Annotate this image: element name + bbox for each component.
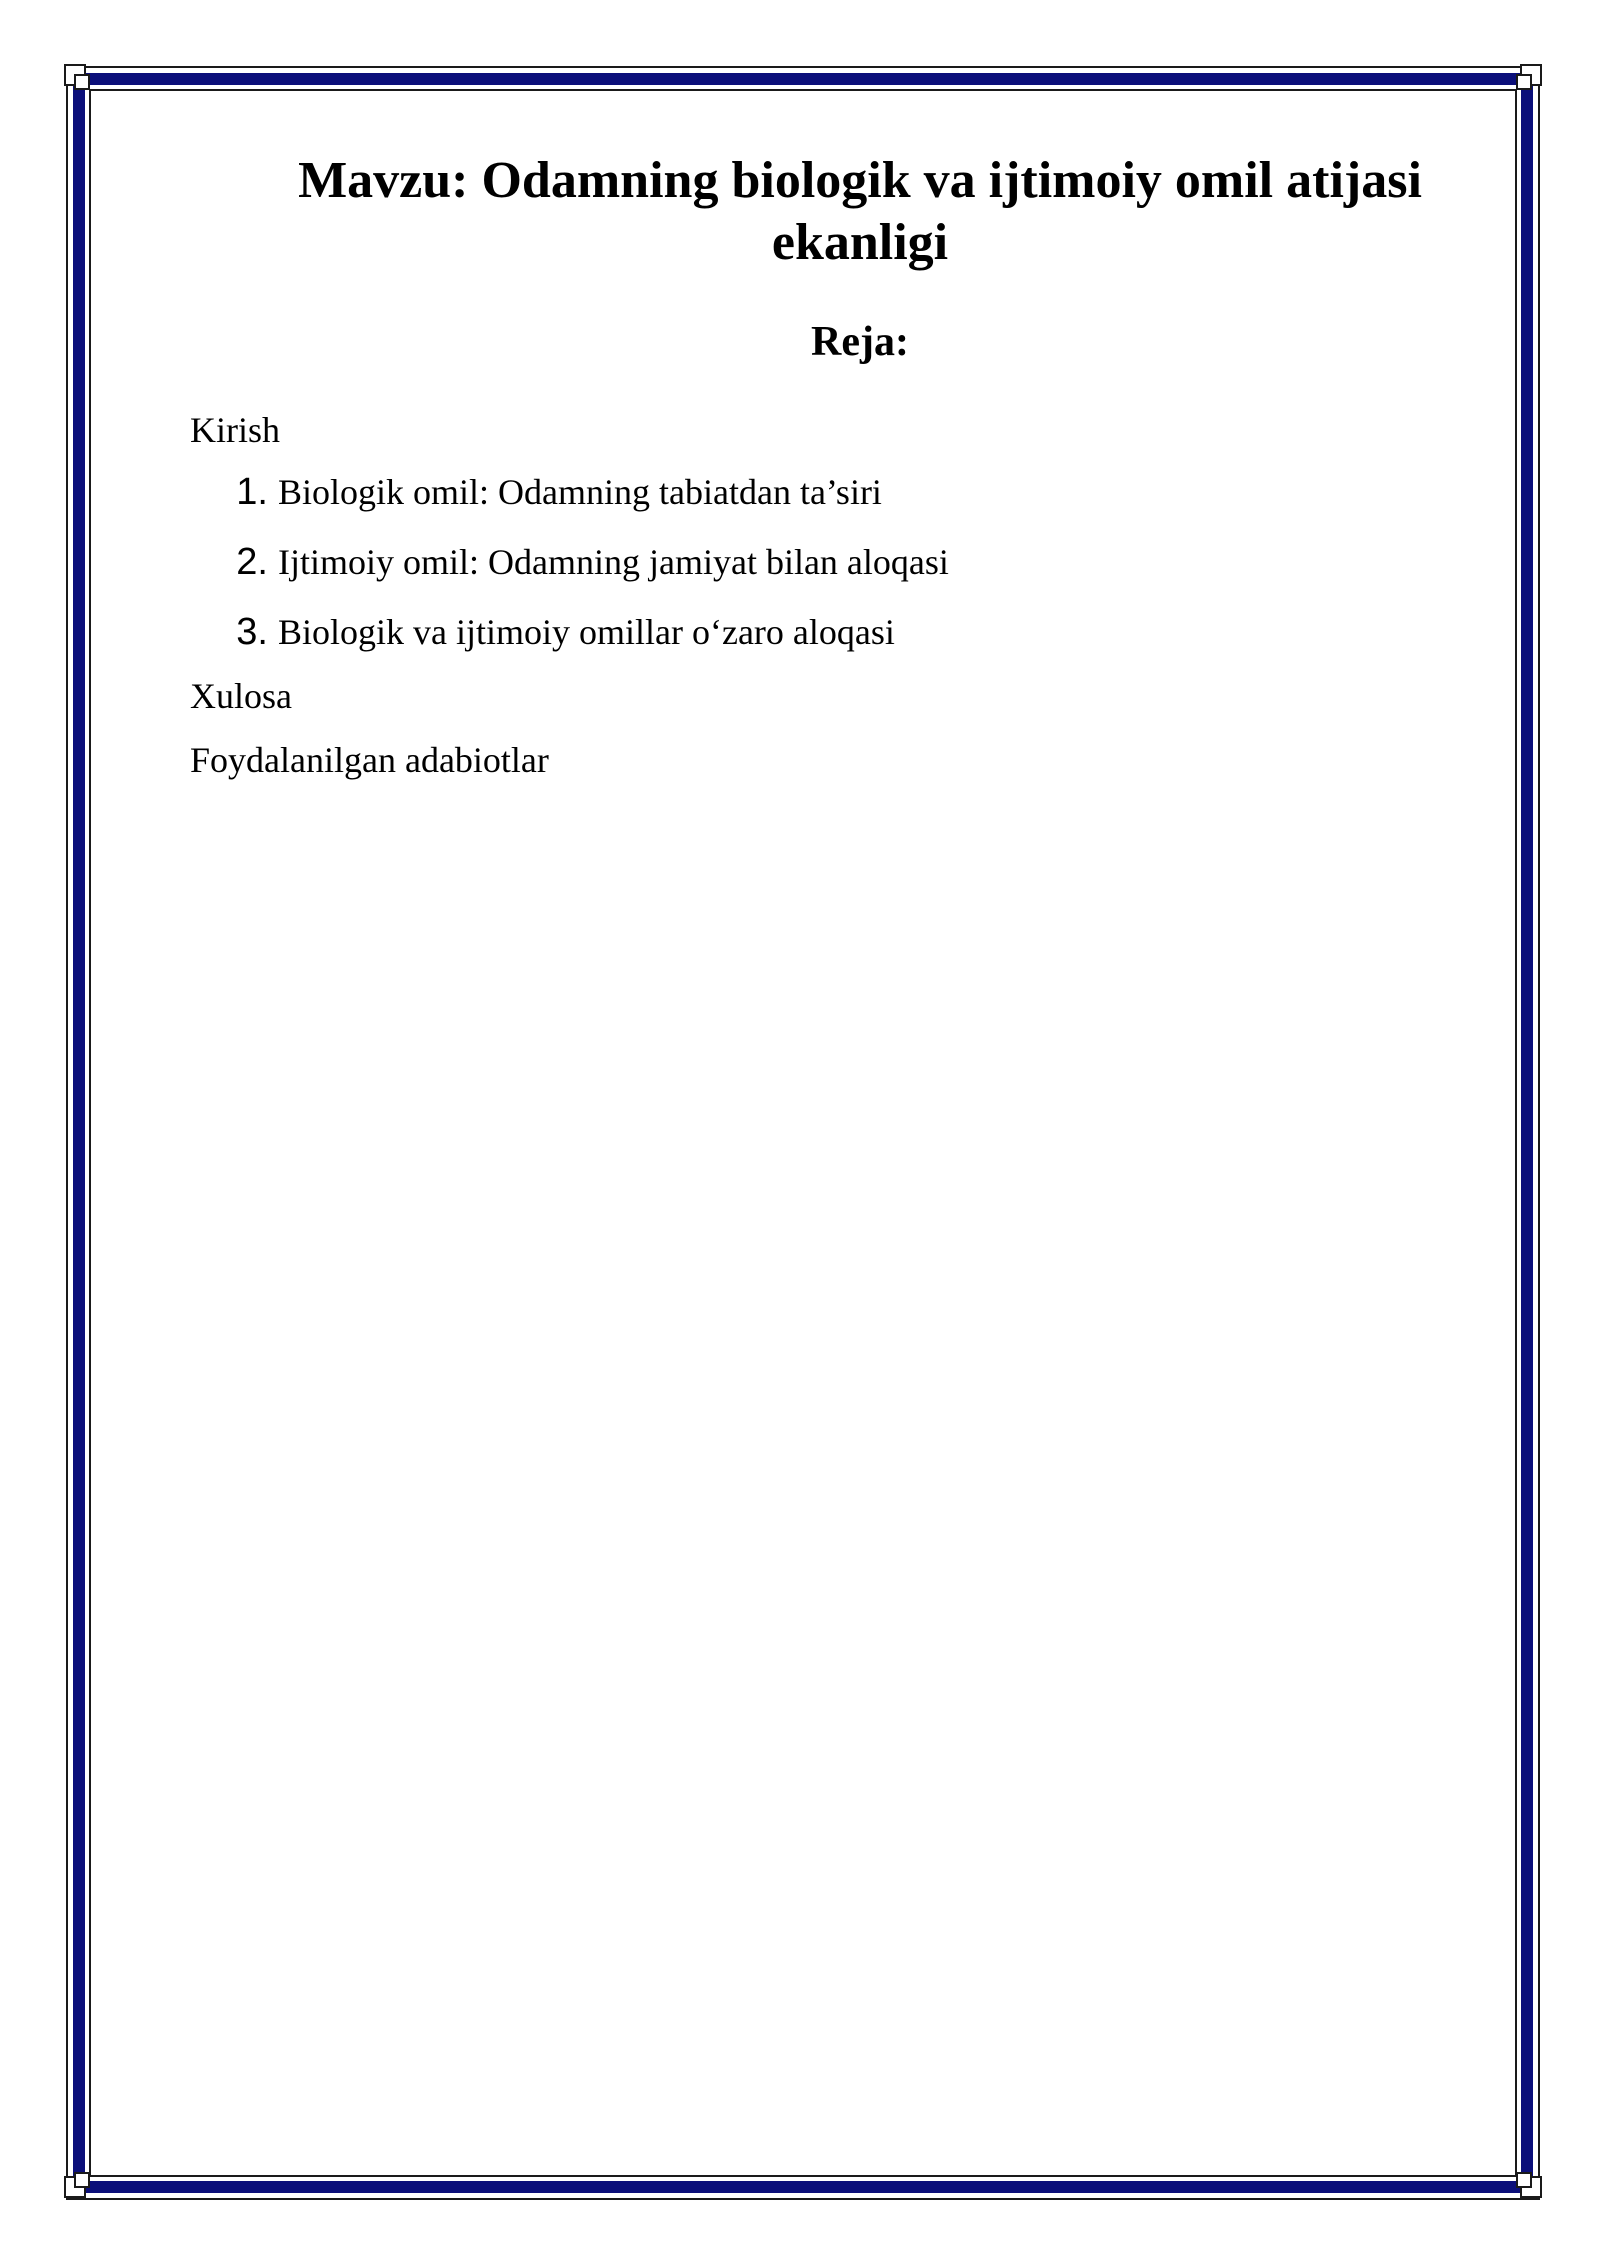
- outline-list: [190, 470, 1480, 654]
- border-corner-ornament: [64, 64, 92, 92]
- intro-item: Kirish: [190, 410, 280, 450]
- list-item: [190, 540, 1480, 584]
- list-item-text: Ijtimoiy omil: Odamning jamiyat bilan aloqasi: [278, 542, 949, 582]
- conclusion-item: Xulosa: [190, 676, 292, 716]
- border-corner-ornament: [1514, 2170, 1542, 2198]
- list-item-text: Biologik omil: Odamning tabiatdan ta’siri: [278, 472, 882, 512]
- list-item-number: 2.: [236, 541, 268, 583]
- list-item: [190, 610, 1480, 654]
- document-content: [190, 150, 1480, 782]
- list-item: [190, 470, 1480, 514]
- references-item: Foydalanilgan adabiotlar: [190, 740, 549, 780]
- document-title: Mavzu: Odamning biologik va ijtimoiy omil atijasi ekanligi: [298, 152, 1422, 271]
- list-item-number: 3.: [236, 611, 268, 653]
- plan-heading: Reja:: [811, 319, 909, 365]
- list-item-text: Biologik va ijtimoiy omillar o‘zaro aloqasi: [278, 612, 895, 652]
- border-corner-ornament: [1514, 64, 1542, 92]
- list-item-number: 1.: [236, 471, 268, 513]
- border-corner-ornament: [64, 2170, 92, 2198]
